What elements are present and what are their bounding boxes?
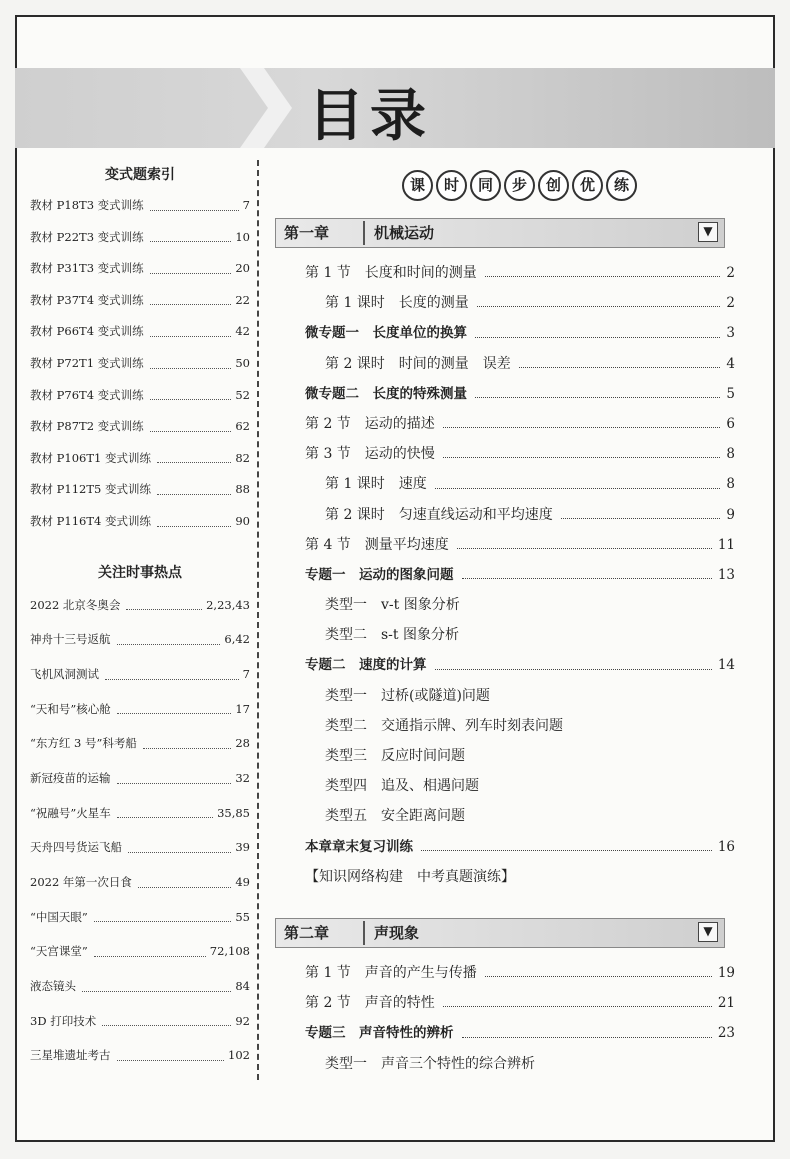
chevron-down-icon[interactable]: ▼ xyxy=(698,222,718,242)
banner-char: 课 xyxy=(402,170,433,201)
chapter-name: 机械运动 xyxy=(374,224,435,242)
toc-entry-page: 3 xyxy=(726,325,735,342)
index-item-page: 10 xyxy=(235,229,250,244)
section-banner xyxy=(402,170,637,200)
left-column xyxy=(30,160,250,1073)
toc-entry-label: 第 2 节 声音的特性 xyxy=(305,995,435,1012)
banner-char: 优 xyxy=(572,170,603,201)
leader-dots xyxy=(157,443,231,464)
index-item-name: 3D 打印技术 xyxy=(30,1013,97,1028)
leader-dots xyxy=(462,1018,712,1037)
toc-entry[interactable] xyxy=(305,379,735,409)
index-item-name: 飞机风洞测试 xyxy=(30,666,99,681)
index-item-name: 教材 P76T4 变式训练 xyxy=(30,387,144,402)
index-item-page: 39 xyxy=(235,840,250,855)
toc-entry-label: 类型四 追及、相遇问题 xyxy=(325,778,479,795)
index-item[interactable] xyxy=(30,761,250,796)
chapter-name: 声现象 xyxy=(374,924,420,942)
index-item-name: 神舟十三号返航 xyxy=(30,632,111,647)
toc-entry-label: 第 2 节 运动的描述 xyxy=(305,415,435,432)
leader-dots xyxy=(485,258,721,277)
toc-entry-label: 第 1 课时 速度 xyxy=(325,476,427,493)
toc-entry[interactable] xyxy=(305,771,735,801)
toc-entry[interactable] xyxy=(305,650,735,680)
index-item-name: 2022 北京冬奥会 xyxy=(30,597,121,612)
index-item-name: “东方红 3 号”科考船 xyxy=(30,736,137,751)
toc-entry[interactable] xyxy=(305,530,735,560)
toc-entry-label: 第 2 课时 时间的测量 误差 xyxy=(325,355,511,372)
leader-dots xyxy=(150,348,232,369)
toc-entry-page: 5 xyxy=(726,385,735,402)
index-item-page: 32 xyxy=(235,770,250,785)
index-item-page: 42 xyxy=(235,324,250,339)
toc-entry-page: 16 xyxy=(717,838,735,855)
index-item-name: “天和号”核心舱 xyxy=(30,701,111,716)
toc-entry[interactable] xyxy=(305,988,735,1018)
chevron-decoration-icon xyxy=(240,68,300,148)
toc-entry-label: 第 1 节 长度和时间的测量 xyxy=(305,265,477,281)
index-item-page: 84 xyxy=(235,979,250,994)
toc-entry[interactable] xyxy=(305,500,735,530)
toc-entry[interactable] xyxy=(305,318,735,348)
toc-entry-page: 9 xyxy=(726,506,735,523)
index-item-page: 20 xyxy=(235,261,250,276)
toc-entry[interactable] xyxy=(305,741,735,771)
index-item-name: 教材 P112T5 变式训练 xyxy=(30,482,151,497)
toc-entry-page: 2 xyxy=(726,295,735,312)
toc-entry-page: 4 xyxy=(726,355,735,372)
toc-entry[interactable] xyxy=(305,1049,735,1079)
toc-entry-label: 微专题一 长度单位的换算 xyxy=(305,325,467,342)
toc-entry[interactable] xyxy=(305,801,735,831)
leader-dots xyxy=(157,474,231,495)
index-item-page: 102 xyxy=(228,1048,250,1063)
toc-entry-page: 8 xyxy=(726,476,735,493)
index-item[interactable] xyxy=(30,506,250,538)
index-item[interactable] xyxy=(30,443,250,475)
toc-entry[interactable] xyxy=(305,560,735,590)
index-item[interactable] xyxy=(30,969,250,1004)
page-title: 目录 xyxy=(308,84,432,149)
chapter-separator xyxy=(363,221,365,245)
leader-dots xyxy=(105,657,239,680)
toc-entry-label: 类型二 s-t 图象分析 xyxy=(325,627,459,644)
leader-dots xyxy=(150,411,232,432)
index-item-page: 52 xyxy=(235,387,250,402)
index-item[interactable] xyxy=(30,285,250,317)
toc-entry[interactable] xyxy=(305,409,735,439)
index-item-name: 教材 P87T2 变式训练 xyxy=(30,419,144,434)
index-item-name: 教材 P72T1 变式训练 xyxy=(30,355,144,370)
leader-dots xyxy=(117,692,232,715)
leader-dots xyxy=(126,588,202,611)
toc-entry-label: 【知识网络构建 中考真题演练】 xyxy=(305,868,515,885)
toc-entry[interactable] xyxy=(305,620,735,650)
index-item-page: 90 xyxy=(235,513,250,528)
chapter-header[interactable] xyxy=(275,918,725,948)
toc-entry-label: 类型五 安全距离问题 xyxy=(325,808,465,825)
toc-entry[interactable] xyxy=(305,288,735,318)
toc-entry-label: 第 1 节 声音的产生与传播 xyxy=(305,965,477,981)
toc-entry[interactable] xyxy=(305,711,735,741)
index-item[interactable] xyxy=(30,190,250,222)
index-item-name: 教材 P116T4 变式训练 xyxy=(30,513,151,528)
index-item[interactable] xyxy=(30,348,250,380)
index-item-name: 教材 P37T4 变式训练 xyxy=(30,292,144,307)
index-item-page: 17 xyxy=(235,701,250,716)
leader-dots xyxy=(475,379,720,398)
index-item-name: 新冠疫苗的运输 xyxy=(30,770,111,785)
toc-entry-page: 11 xyxy=(717,536,735,553)
toc-entry-label: 专题三 声音特性的辨析 xyxy=(305,1025,454,1042)
index-item-page: 2,23,43 xyxy=(206,597,250,612)
toc-entry-page: 14 xyxy=(717,657,735,674)
leader-dots xyxy=(117,1038,225,1061)
index-item-name: “中国天眼” xyxy=(30,909,88,924)
index-item-page: 55 xyxy=(235,909,250,924)
index-item[interactable] xyxy=(30,253,250,285)
leader-dots xyxy=(150,222,232,243)
leader-dots xyxy=(150,253,232,274)
index-item-name: “天宫课堂” xyxy=(30,944,88,959)
leader-dots xyxy=(477,288,721,307)
index-item-page: 35,85 xyxy=(217,805,250,820)
index-item-page: 62 xyxy=(235,419,250,434)
leader-dots xyxy=(435,469,721,488)
index-item-page: 82 xyxy=(235,450,250,465)
index-item[interactable] xyxy=(30,1038,250,1073)
index-item-name: 2022 年第一次日食 xyxy=(30,875,132,890)
leader-dots xyxy=(462,560,712,579)
toc-entry[interactable] xyxy=(305,590,735,620)
index-item[interactable] xyxy=(30,1004,250,1039)
leader-dots xyxy=(519,349,721,368)
index-item[interactable] xyxy=(30,222,250,254)
toc-entry[interactable] xyxy=(305,958,735,988)
hot-topics-list xyxy=(30,588,250,1074)
leader-dots xyxy=(143,726,231,749)
leader-dots xyxy=(443,988,712,1007)
variant-index-title: 变式题索引 xyxy=(105,167,175,183)
chevron-down-icon[interactable]: ▼ xyxy=(698,922,718,942)
index-item-name: 天舟四号货运飞船 xyxy=(30,840,122,855)
toc-entry-label: 第 1 课时 长度的测量 xyxy=(325,295,469,312)
leader-dots xyxy=(94,934,206,957)
index-item-page: 22 xyxy=(235,292,250,307)
index-item-page: 92 xyxy=(235,1013,250,1028)
leader-dots xyxy=(128,830,231,853)
index-item-name: “祝融号”火星车 xyxy=(30,805,111,820)
toc-entry-label: 第 2 课时 匀速直线运动和平均速度 xyxy=(325,506,553,523)
index-item-page: 49 xyxy=(235,875,250,890)
index-item[interactable] xyxy=(30,796,250,831)
index-item[interactable] xyxy=(30,726,250,761)
banner-char: 时 xyxy=(436,170,467,201)
index-item-name: 教材 P106T1 变式训练 xyxy=(30,450,151,465)
index-item-page: 7 xyxy=(242,198,250,212)
leader-dots xyxy=(117,796,213,819)
leader-dots xyxy=(117,622,221,645)
toc-entry-label: 类型一 v-t 图象分析 xyxy=(325,597,460,614)
index-item[interactable] xyxy=(30,622,250,657)
index-item-page: 7 xyxy=(242,666,250,681)
toc-entry-page: 21 xyxy=(717,995,735,1012)
toc-entry-label: 类型一 过桥(或隧道)问题 xyxy=(325,687,490,704)
chapter-number: 第二章 xyxy=(284,924,330,942)
leader-dots xyxy=(157,506,231,527)
chapter-separator xyxy=(363,921,365,945)
index-item[interactable] xyxy=(30,657,250,692)
hot-topics-title: 关注时事热点 xyxy=(98,564,182,581)
index-item[interactable] xyxy=(30,692,250,727)
toc-entry[interactable] xyxy=(305,862,735,892)
toc-entry-label: 类型一 声音三个特性的综合辨析 xyxy=(325,1055,535,1072)
chapter-header[interactable] xyxy=(275,218,725,248)
toc-entry-label: 类型二 交通指示牌、列车时刻表问题 xyxy=(325,717,563,734)
toc-entry-label: 第 3 节 运动的快慢 xyxy=(305,446,435,463)
toc-entry-page: 23 xyxy=(717,1025,735,1042)
index-item[interactable] xyxy=(30,380,250,412)
index-item-name: 教材 P22T3 变式训练 xyxy=(30,229,144,244)
toc-entry-label: 类型三 反应时间问题 xyxy=(325,748,465,764)
chapter-number: 第一章 xyxy=(284,224,330,242)
toc-entry-label: 微专题二 长度的特殊测量 xyxy=(305,385,467,402)
leader-dots xyxy=(150,190,239,211)
index-item[interactable] xyxy=(30,474,250,506)
index-item[interactable] xyxy=(30,934,250,969)
leader-dots xyxy=(150,285,232,306)
index-item-name: 教材 P18T3 变式训练 xyxy=(30,198,144,212)
toc-entry-page: 8 xyxy=(726,446,735,463)
leader-dots xyxy=(561,500,721,519)
leader-dots xyxy=(150,380,232,401)
toc-entry[interactable] xyxy=(305,439,735,469)
column-divider xyxy=(257,160,259,1080)
toc-entry-label: 第 4 节 测量平均速度 xyxy=(305,536,449,553)
index-item-page: 6,42 xyxy=(224,632,250,647)
leader-dots xyxy=(457,530,712,549)
index-item-name: 液态镜头 xyxy=(30,979,76,994)
leader-dots xyxy=(485,958,712,977)
index-item[interactable] xyxy=(30,316,250,348)
index-item-page: 50 xyxy=(235,355,250,370)
leader-dots xyxy=(443,409,721,428)
chapter-entries xyxy=(305,958,735,1079)
toc-entry-page: 19 xyxy=(717,965,735,981)
index-item-page: 28 xyxy=(235,736,250,751)
variant-index-list xyxy=(30,190,250,538)
toc-entry[interactable] xyxy=(305,469,735,499)
toc-entry[interactable] xyxy=(305,258,735,288)
index-item-page: 88 xyxy=(235,482,250,497)
index-item[interactable] xyxy=(30,900,250,935)
leader-dots xyxy=(443,439,721,458)
index-item[interactable] xyxy=(30,865,250,900)
toc-entry[interactable] xyxy=(305,681,735,711)
toc-entry[interactable] xyxy=(305,1018,735,1048)
banner-char: 步 xyxy=(504,170,535,201)
toc-entry-label: 本章章末复习训练 xyxy=(305,838,413,855)
toc-entry-label: 专题一 运动的图象问题 xyxy=(305,566,454,583)
toc-entry-page: 13 xyxy=(717,566,735,583)
toc-entry-page: 2 xyxy=(726,265,735,281)
leader-dots xyxy=(117,761,232,784)
chapter-entries xyxy=(305,258,735,892)
leader-dots xyxy=(421,832,712,851)
leader-dots xyxy=(150,316,232,337)
banner-char: 练 xyxy=(606,170,637,201)
leader-dots xyxy=(94,900,232,923)
leader-dots xyxy=(82,969,231,992)
toc-entry-label: 专题二 速度的计算 xyxy=(305,657,427,674)
index-item-name: 教材 P31T3 变式训练 xyxy=(30,261,144,276)
index-item-page: 72,108 xyxy=(209,944,250,959)
index-item[interactable] xyxy=(30,588,250,623)
banner-char: 同 xyxy=(470,170,501,201)
index-item-name: 三星堆遗址考古 xyxy=(30,1048,111,1063)
toc-entry[interactable] xyxy=(305,832,735,862)
index-item-name: 教材 P66T4 变式训练 xyxy=(30,324,144,339)
index-item[interactable] xyxy=(30,830,250,865)
leader-dots xyxy=(475,318,720,337)
toc-entry-page: 6 xyxy=(726,415,735,432)
toc-entry[interactable] xyxy=(305,349,735,379)
leader-dots xyxy=(138,865,231,888)
leader-dots xyxy=(102,1004,231,1027)
banner-char: 创 xyxy=(538,170,569,201)
index-item[interactable] xyxy=(30,411,250,443)
leader-dots xyxy=(435,650,712,669)
